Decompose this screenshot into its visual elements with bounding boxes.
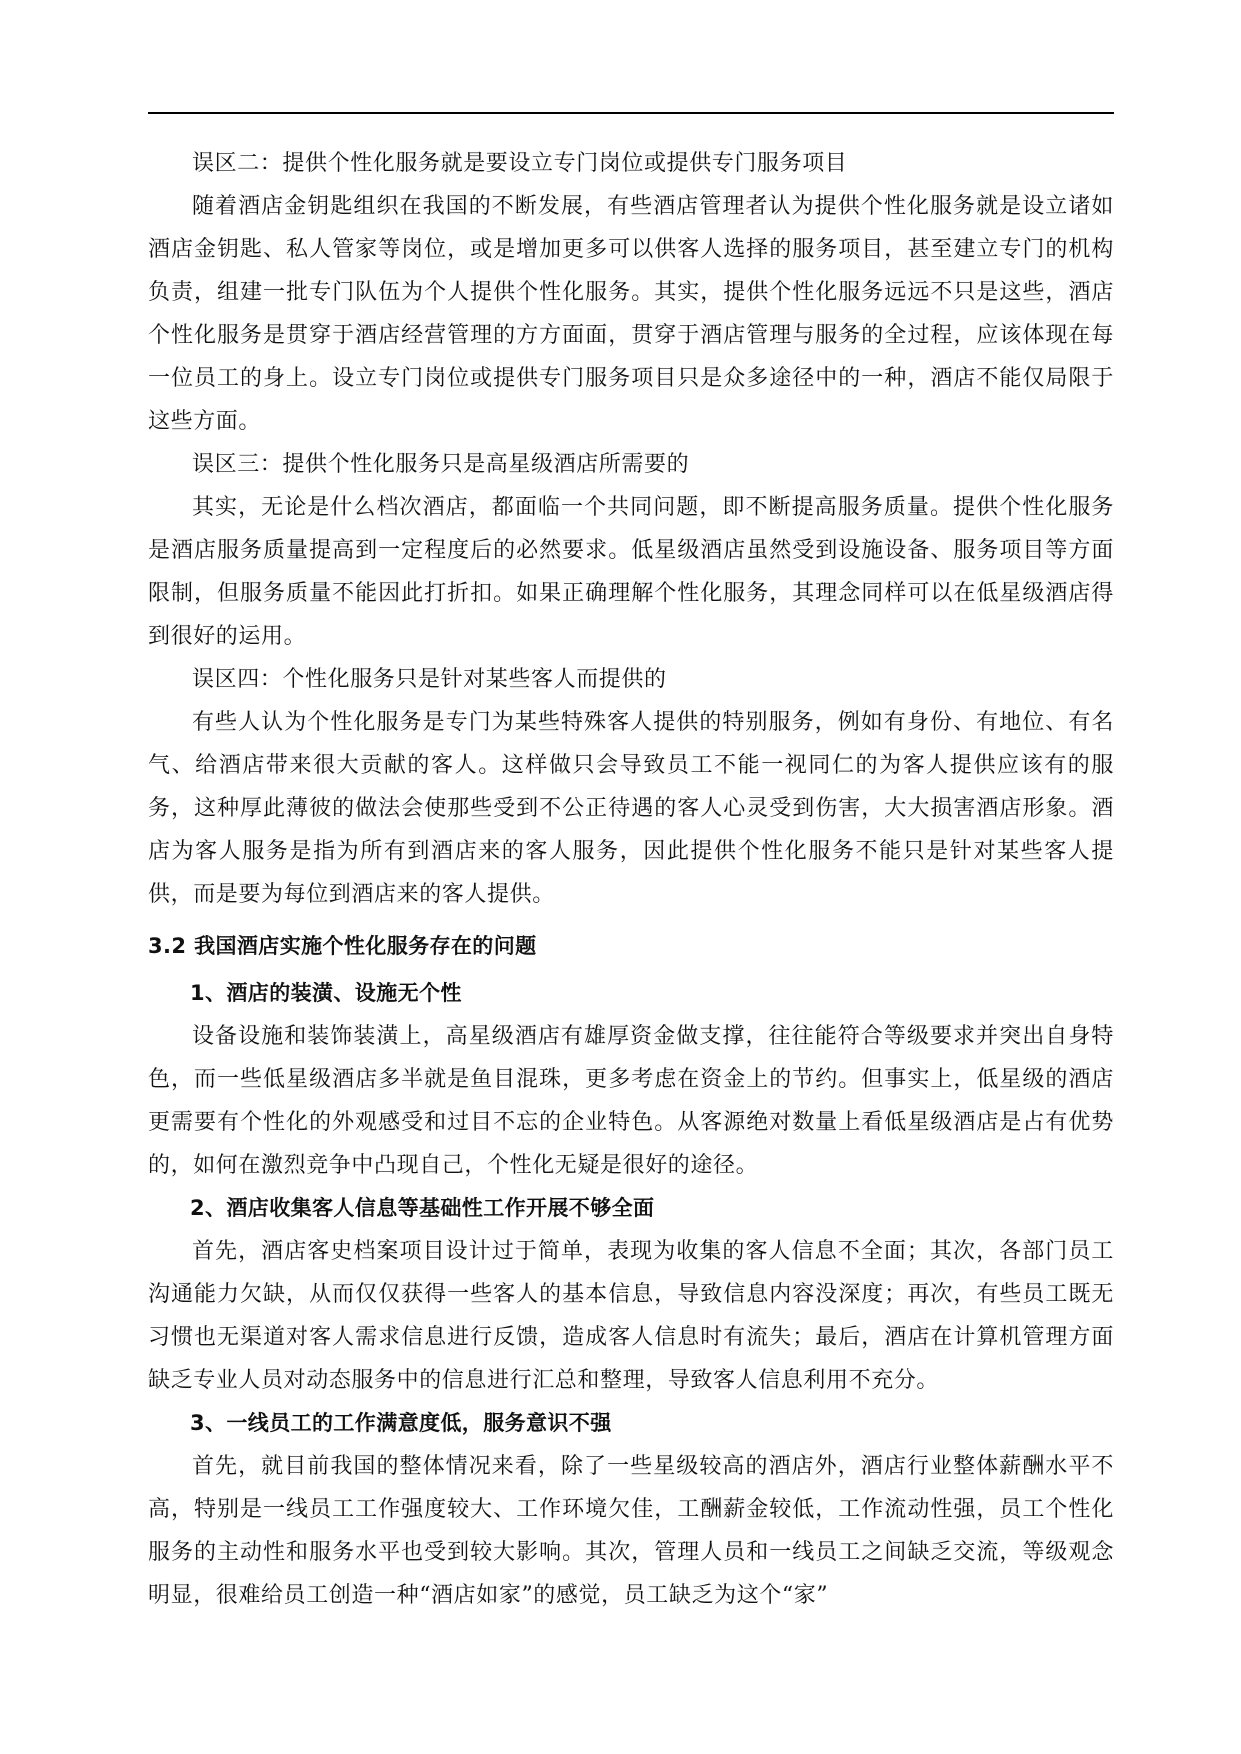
subsection-2-heading: 2、酒店收集客人信息等基础性工作开展不够全面 xyxy=(190,1196,655,1220)
misconception-3-title: 误区三：提供个性化服务只是高星级酒店所需要的 xyxy=(192,452,690,477)
misconception-4-body: 有些人认为个性化服务是专门为某些特殊客人提供的特别服务，例如有身份、有地位、有名气、给酒店带来很大贡献的客人。这样做只会导致员工不能一视同仁的为客人提供应该有的服务，这种厚此薄彼的做法会使那些受到不公正待遇的客人心灵受到伤害，大大损害酒店形象。酒店为客人服务是指为所有到酒店来的客人服务，因此提供个性化服务不能只是针对某些客人提供，而是要为每位到酒店来的客人提供。 xyxy=(148,710,1114,907)
misconception-2-title: 误区二：提供个性化服务就是要设立专门岗位或提供专门服务项目 xyxy=(192,151,848,176)
subsection-2-body: 首先，酒店客史档案项目设计过于简单，表现为收集的客人信息不全面；其次，各部门员工沟通能力欠缺，从而仅仅获得一些客人的基本信息，导致信息内容没深度；再次，有些员工既无习惯也无渠道对客人需求信息进行反馈，造成客人信息时有流失；最后，酒店在计算机管理方面缺乏专业人员对动态服务中的信息进行汇总和整理，导致客人信息利用不充分。 xyxy=(148,1239,1114,1393)
misconception-4-title: 误区四：个性化服务只是针对某些客人而提供的 xyxy=(192,667,667,692)
misconception-2-body: 随着酒店金钥匙组织在我国的不断发展，有些酒店管理者认为提供个性化服务就是设立诸如酒店金钥匙、私人管家等岗位，或是增加更多可以供客人选择的服务项目，甚至建立专门的机构负责，组建一批专门队伍为个人提供个性化服务。其实，提供个性化服务远远不只是这些，酒店个性化服务是贯穿于酒店经营管理的方方面面，贯穿于酒店管理与服务的全过程，应该体现在每一位员工的身上。设立专门岗位或提供专门服务项目只是众多途径中的一种，酒店不能仅局限于这些方面。 xyxy=(148,194,1114,434)
subsection-1-heading: 1、酒店的装潢、设施无个性 xyxy=(190,981,462,1005)
subsection-1-body: 设备设施和装饰装潢上，高星级酒店有雄厚资金做支撑，往往能符合等级要求并突出自身特色，而一些低星级酒店多半就是鱼目混珠，更多考虑在资金上的节约。但事实上，低星级的酒店更需要有个性化的外观感受和过目不忘的企业特色。从客源绝对数量上看低星级酒店是占有优势的，如何在激烈竞争中凸现自己，个性化无疑是很好的途径。 xyxy=(148,1024,1114,1178)
page-content xyxy=(148,142,1114,1617)
misconception-3-body: 其实，无论是什么档次酒店，都面临一个共同问题，即不断提高服务质量。提供个性化服务是酒店服务质量提高到一定程度后的必然要求。低星级酒店虽然受到设施设备、服务项目等方面限制，但服务质量不能因此打折扣。如果正确理解个性化服务，其理念同样可以在低星级酒店得到很好的运用。 xyxy=(148,495,1114,649)
section-heading: 3.2 我国酒店实施个性化服务存在的问题 xyxy=(148,934,537,958)
subsection-3-body: 首先，就目前我国的整体情况来看，除了一些星级较高的酒店外，酒店行业整体薪酬水平不高，特别是一线员工工作强度较大、工作环境欠佳，工酬薪金较低，工作流动性强，员工个性化服务的主动性和服务水平也受到较大影响。其次，管理人员和一线员工之间缺乏交流，等级观念明显，很难给员工创造一种“酒店如家”的感觉，员工缺乏为这个“家” xyxy=(148,1454,1114,1608)
subsection-3-heading: 3、一线员工的工作满意度低，服务意识不强 xyxy=(190,1411,612,1435)
header-rule xyxy=(148,112,1114,114)
